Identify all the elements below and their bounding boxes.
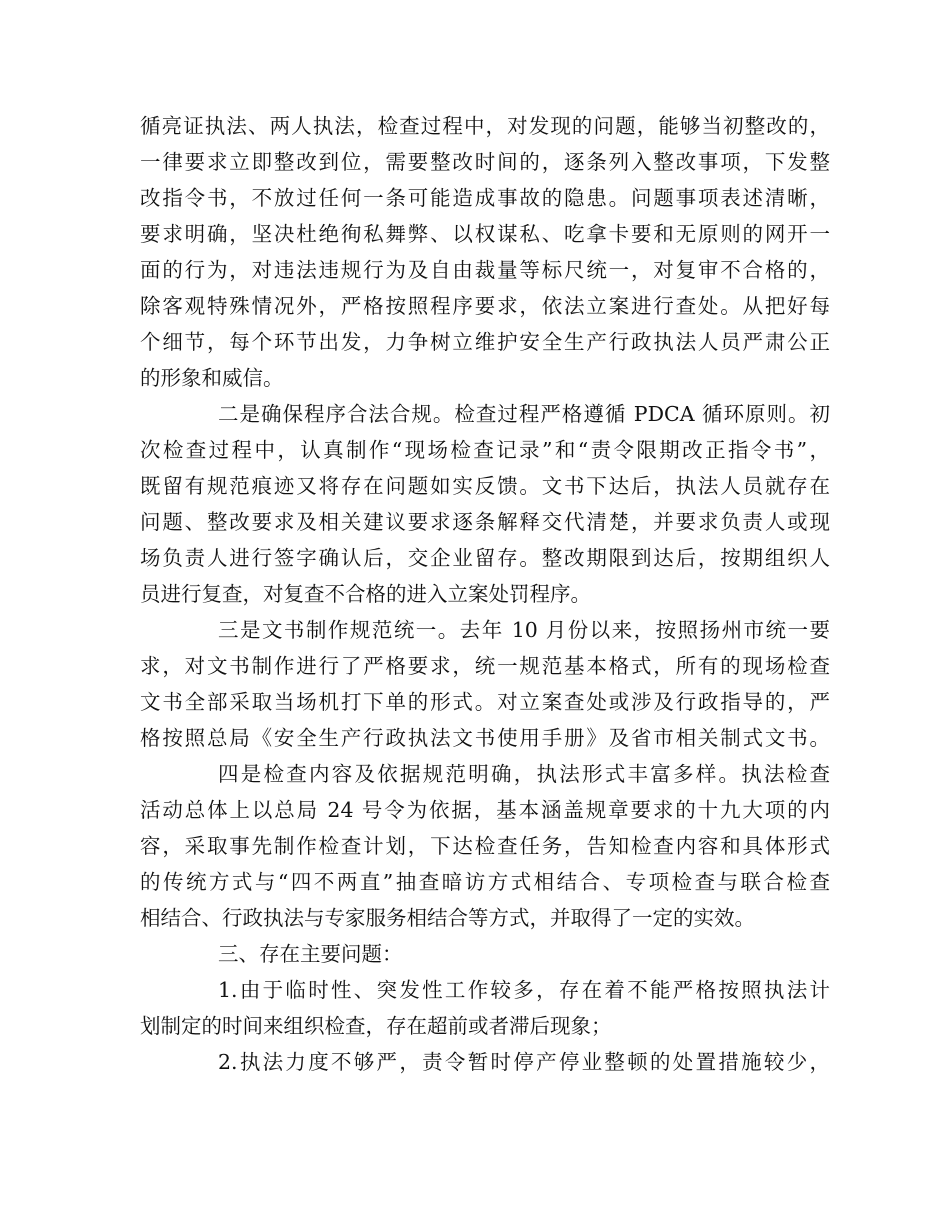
text-line: 四是检查内容及依据规范明确，执法形式丰富多样。执法检查 — [218, 762, 830, 786]
text-line: 三是文书制作规范统一。去年 10 月份以来，按照扬州市统一要 — [218, 618, 830, 642]
text-line: 问题、整改要求及相关建议要求逐条解释交代清楚，并要求负责人或现 — [140, 510, 830, 534]
text-line: 求，对文书制作进行了严格要求，统一规范基本格式，所有的现场检查 — [140, 654, 830, 678]
text-line: 划制定的时间来组织检查，存在超前或者滞后现象； — [140, 1014, 612, 1038]
text-line: 个细节，每个环节出发，力争树立维护安全生产行政执法人员严肃公正 — [140, 330, 830, 354]
text-line: 容，采取事先制作检查计划，下达检查任务，告知检查内容和具体形式 — [140, 834, 830, 858]
text-line: 活动总体上以总局 24 号令为依据，基本涵盖规章要求的十九大项的内 — [140, 798, 830, 822]
text-line: 1.由于临时性、突发性工作较多，存在着不能严格按照执法计 — [218, 978, 830, 1002]
text-line: 面的行为，对违法违规行为及自由裁量等标尺统一，对复审不合格的， — [140, 258, 830, 282]
text-line: 格按照总局《安全生产行政执法文书使用手册》及省市相关制式文书。 — [140, 726, 830, 750]
text-line: 员进行复查，对复查不合格的进入立案处罚程序。 — [140, 582, 591, 606]
text-line: 循亮证执法、两人执法，检查过程中，对发现的问题，能够当初整改的， — [140, 114, 830, 138]
text-line: 除客观特殊情况外，严格按照程序要求，依法立案进行查处。从把好每 — [140, 294, 830, 318]
text-line: 要求明确，坚决杜绝徇私舞弊、以权谋私、吃拿卡要和无原则的网开一 — [140, 222, 830, 246]
text-line: 文书全部采取当场机打下单的形式。对立案查处或涉及行政指导的，严 — [140, 690, 830, 714]
text-line: 场负责人进行签字确认后，交企业留存。整改期限到达后，按期组织人 — [140, 546, 830, 570]
text-line: 相结合、行政执法与专家服务相结合等方式，并取得了一定的实效。 — [140, 906, 755, 930]
text-line: 二是确保程序合法合规。检查过程严格遵循 PDCA 循环原则。初 — [218, 402, 830, 426]
text-line: 一律要求立即整改到位，需要整改时间的，逐条列入整改事项，下发整 — [140, 150, 830, 174]
text-line: 的传统方式与“四不两直”抽查暗访方式相结合、专项检查与联合检查 — [140, 870, 830, 894]
text-line: 次检查过程中，认真制作“现场检查记录”和“责令限期改正指令书”， — [140, 438, 830, 462]
text-line: 2.执法力度不够严，责令暂时停产停业整顿的处置措施较少， — [218, 1050, 830, 1074]
text-line: 改指令书，不放过任何一条可能造成事故的隐患。问题事项表述清晰， — [140, 186, 830, 210]
text-line: 的形象和威信。 — [140, 366, 284, 390]
text-line: 既留有规范痕迹又将存在问题如实反馈。文书下达后，执法人员就存在 — [140, 474, 830, 498]
document-body — [140, 108, 830, 1080]
text-line: 三、存在主要问题： — [218, 942, 403, 966]
